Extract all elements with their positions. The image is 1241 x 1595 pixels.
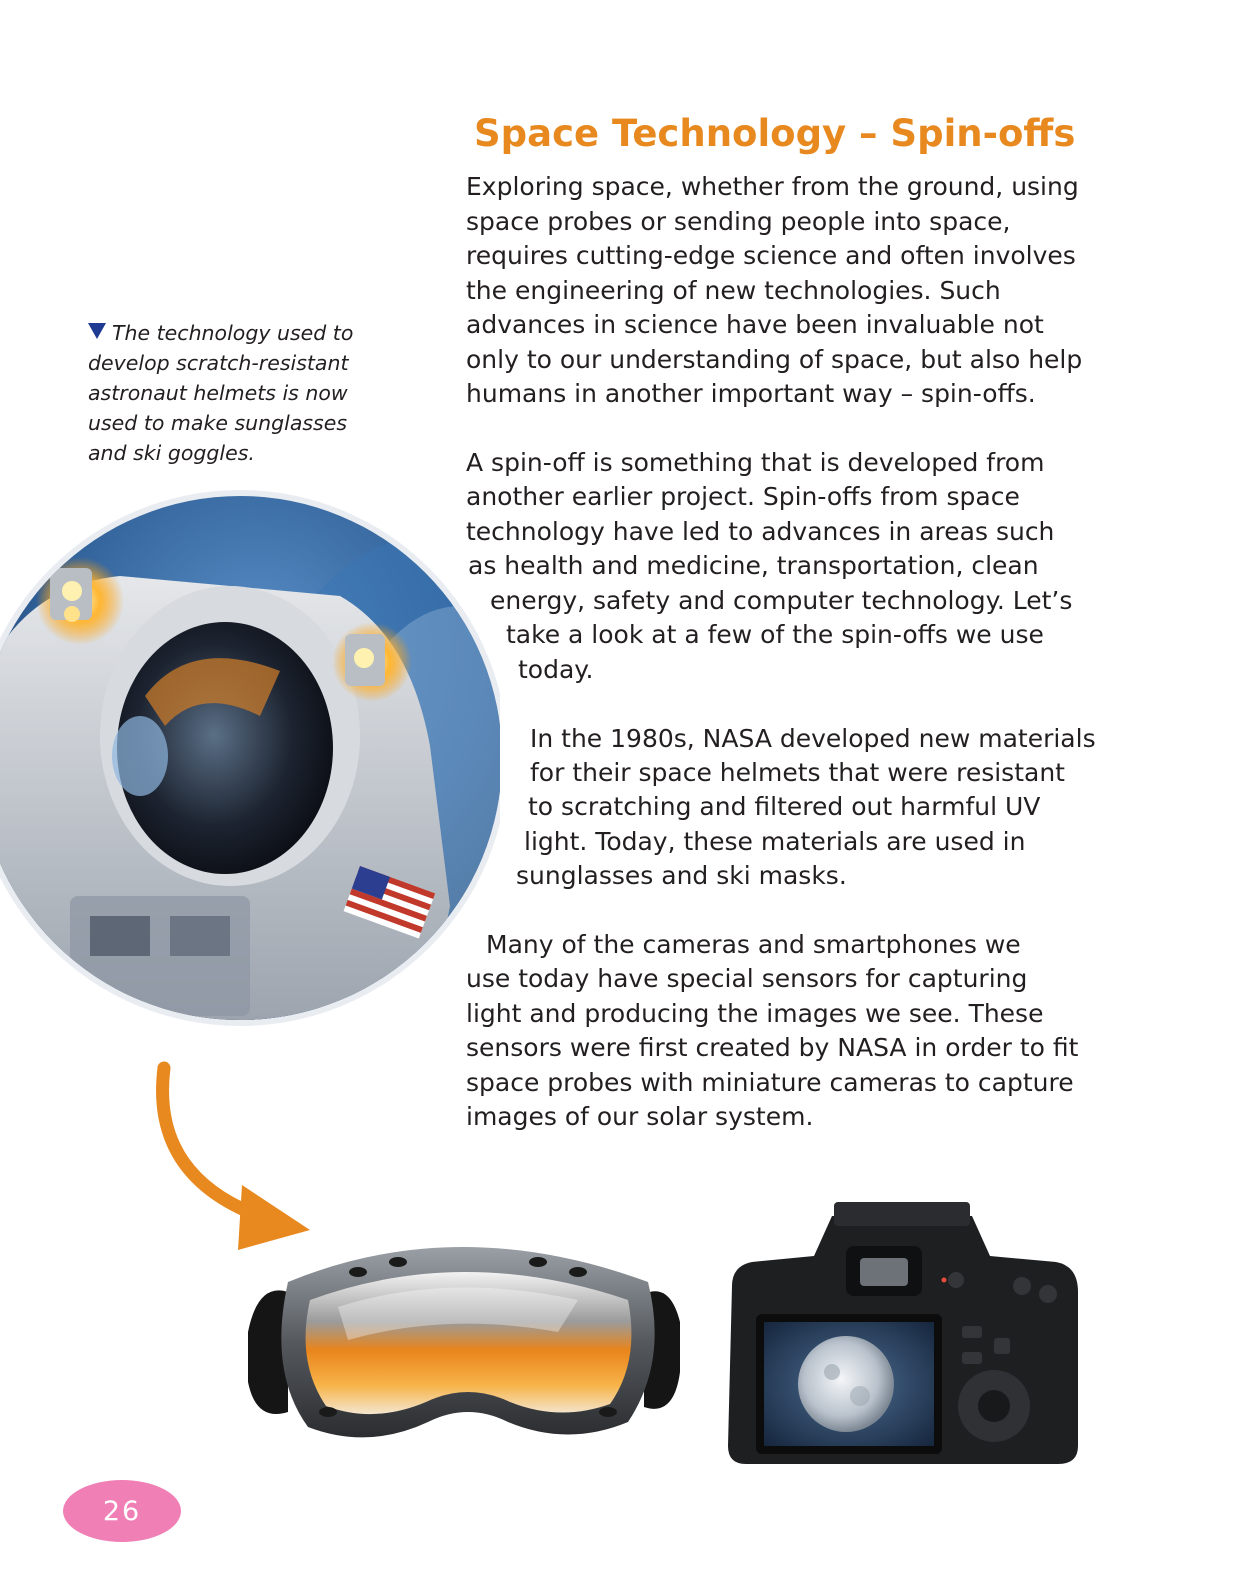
- paragraph-line: for their space helmets that were resistant: [530, 758, 1065, 787]
- paragraph-line: In the 1980s, NASA developed new materials: [530, 724, 1096, 753]
- caption-line: astronaut helmets is now: [88, 381, 348, 405]
- paragraph-line: light and producing the images we see. These: [466, 999, 1044, 1028]
- paragraph-line: another earlier project. Spin-offs from space: [466, 482, 1020, 511]
- paragraph-line: use today have special sensors for capturing: [466, 964, 1028, 993]
- down-triangle-icon: [88, 323, 106, 339]
- paragraph-line: as health and medicine, transportation, clean: [468, 551, 1039, 580]
- page-number: 26: [63, 1480, 181, 1542]
- paragraph-line: images of our solar system.: [466, 1102, 814, 1131]
- paragraph-line: to scratching and filtered out harmful UV: [528, 792, 1041, 821]
- paragraph-line: light. Today, these materials are used in: [524, 827, 1026, 856]
- paragraph-line: the engineering of new technologies. Such: [466, 276, 1001, 305]
- ski-goggles-photo: [248, 1222, 680, 1454]
- image-caption: [88, 318, 398, 468]
- paragraph-line: Exploring space, whether from the ground, using: [466, 172, 1079, 201]
- paragraph-line: space probes or sending people into space,: [466, 207, 1011, 236]
- paragraph-line: space probes with miniature cameras to capture: [466, 1068, 1074, 1097]
- paragraph-line: requires cutting-edge science and often involves: [466, 241, 1076, 270]
- paragraph-line: advances in science have been invaluable not: [466, 310, 1044, 339]
- paragraph-line: only to our understanding of space, but also help: [466, 345, 1083, 374]
- paragraph-line: energy, safety and computer technology. Let’s: [490, 586, 1073, 615]
- paragraph-line: A spin-off is something that is developed from: [466, 448, 1045, 477]
- astronaut-photo: [0, 486, 500, 1034]
- paragraph-line: today.: [518, 655, 594, 684]
- paragraph-line: Many of the cameras and smartphones we: [486, 930, 1021, 959]
- caption-line: The technology used to: [112, 321, 354, 345]
- caption-line: develop scratch-resistant: [88, 351, 349, 375]
- paragraph-line: humans in another important way – spin-offs.: [466, 379, 1036, 408]
- paragraph-line: sunglasses and ski masks.: [516, 861, 847, 890]
- paragraph-line: sensors were first created by NASA in order to fit: [466, 1033, 1079, 1062]
- paragraph-line: take a look at a few of the spin-offs we use: [506, 620, 1044, 649]
- dslr-camera-photo: [722, 1196, 1086, 1468]
- page-title: Space Technology – Spin-offs: [474, 112, 1076, 155]
- caption-line: used to make sunglasses: [88, 411, 348, 435]
- paragraph-line: technology have led to advances in areas such: [466, 517, 1055, 546]
- caption-line: and ski goggles.: [88, 441, 255, 465]
